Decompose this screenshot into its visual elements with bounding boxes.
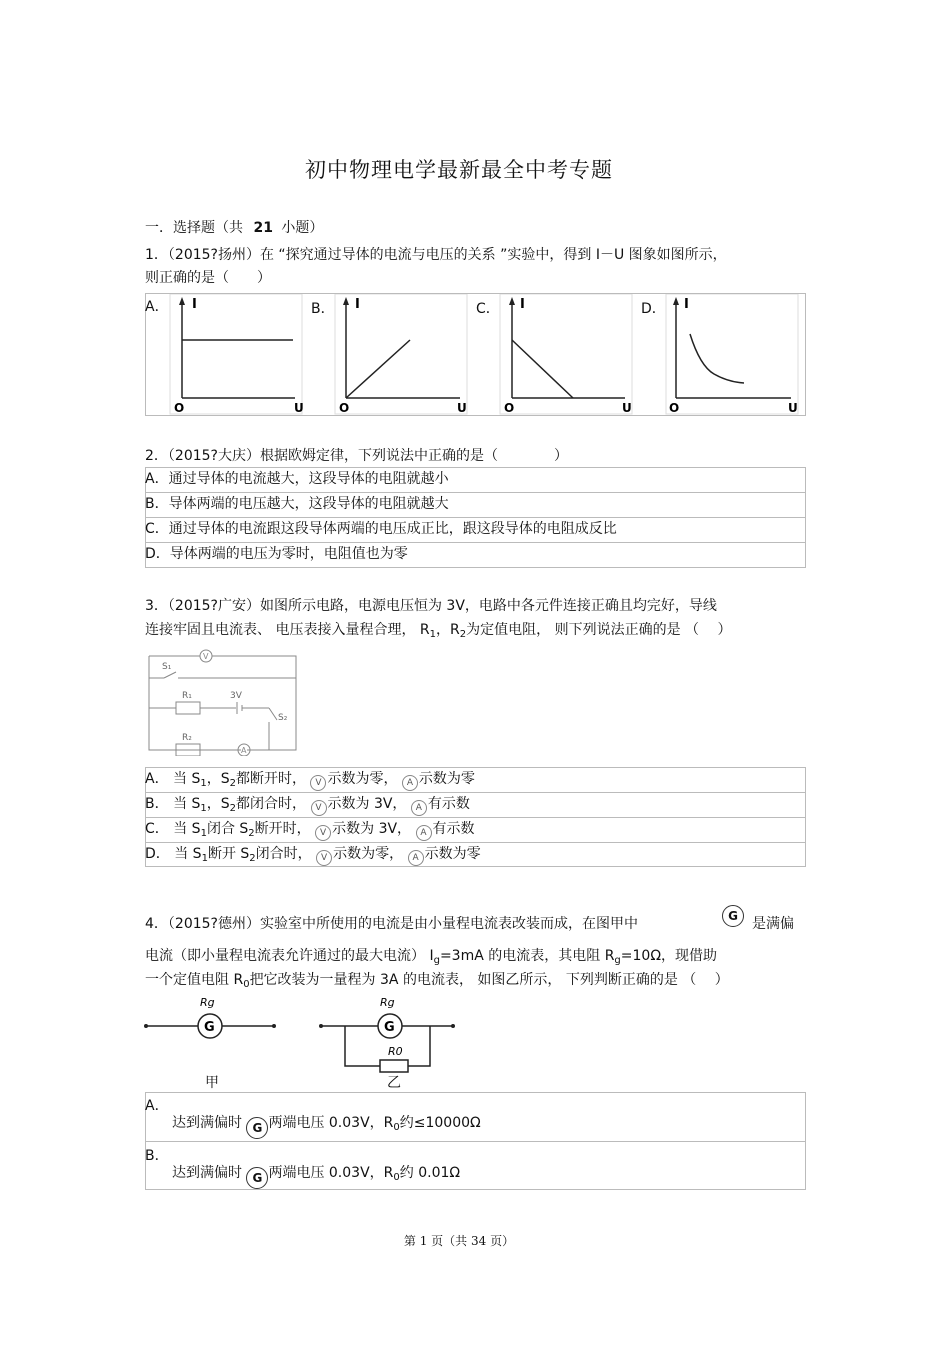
q1-graph-b — [333, 294, 469, 416]
q1-stem-line2: 则正确的是（ ） — [145, 270, 271, 286]
q3-option-d[interactable]: D． 当 $S_1$断开 $S_2$闭合时， V 示数为零， A 示数为零 — [145, 846, 481, 864]
q3-circuit-diagram — [144, 648, 304, 756]
q4-option-b-text[interactable]: 达到满偏时 G 两端电压 0.03V，$R_0$约 0.01Ω — [172, 1163, 460, 1189]
voltmeter-icon: V — [310, 775, 326, 791]
q4-figure-jia-label: 甲 — [205, 1075, 219, 1091]
axis-x-label: U — [788, 401, 798, 415]
axis-y-label: I — [192, 297, 197, 312]
axis-origin-label: O — [339, 401, 350, 415]
q2-stem: 2．（2015?大庆）根据欧姆定律，下列说法中正确的是（ ） — [145, 448, 568, 464]
svg-text:A: A — [241, 746, 247, 755]
svg-text:R0: R0 — [388, 1045, 403, 1058]
voltmeter-icon: V — [316, 850, 332, 866]
svg-text:R₂: R₂ — [182, 733, 192, 743]
q1-graph-c — [498, 294, 634, 416]
resistor-r0 — [380, 1060, 408, 1072]
svg-text:Rg: Rg — [200, 996, 215, 1009]
axis-origin-label: O — [174, 401, 185, 415]
q1-graph-d — [664, 294, 800, 416]
ammeter-icon: A — [408, 850, 424, 866]
axis-y-label: I — [684, 297, 689, 312]
ammeter-icon: A — [411, 800, 427, 816]
q3-stem-line1: 3．（2015?广安）如图所示电路，电源电压恒为 3V，电路中各元件连接正确且均完好，导线 — [145, 598, 717, 614]
q1-graph-a — [168, 294, 304, 416]
q4-figure-yi — [318, 992, 458, 1074]
axis-x-label: U — [622, 401, 632, 415]
q4-stem-line1: 4．（2015?德州）实验室中所使用的电流是由小量程电流表改装而成，在图甲中 — [145, 916, 638, 932]
q4-stem-line2: 电流（即小量程电流表允许通过的最大电流） $I_g=3mA$ 的电流表，其电阻 $R_g=10\Omega$，现借助 — [145, 948, 718, 966]
svg-text:R₁: R₁ — [182, 691, 192, 701]
q3-option-b[interactable]: B． 当 $S_1$，$S_2$都闭合时， V 示数为 3V， A 有示数 — [145, 796, 470, 814]
q1-stem-line1: 1．（2015?扬州）在 “探究通过导体的电流与电压的关系 ”实验中，得到 I－U 图象如图所示， — [145, 247, 727, 263]
galvanometer-icon: G — [722, 905, 744, 927]
axis-x-label: U — [294, 401, 304, 415]
q2-option-d[interactable]: D．导体两端的电压为零时，电阻值也为零 — [145, 546, 408, 562]
ammeter-icon: A — [416, 825, 432, 841]
svg-text:G: G — [204, 1020, 215, 1035]
svg-text:G: G — [384, 1020, 395, 1035]
q2-option-a[interactable]: A．通过导体的电流越大，这段导体的电阻就越小 — [145, 471, 449, 487]
q1-option-b-label[interactable]: B． — [311, 301, 335, 317]
galvanometer-icon: G — [246, 1117, 268, 1139]
axis-origin-label: O — [504, 401, 515, 415]
q3-stem-line2: 连接牢固且电流表、 电压表接入量程合理， $R_1$，$R_2$为定值电阻， 则下列说法正确的是 （ ） — [145, 622, 732, 640]
q4-stem-line3: 一个定值电阻 $R_0$把它改装为一量程为 3A 的电流表， 如图乙所示， 下列判断正确的是 （ ） — [145, 972, 729, 990]
svg-text:S₂: S₂ — [278, 713, 288, 723]
axis-origin-label: O — [669, 401, 680, 415]
q2-option-b[interactable]: B．导体两端的电压越大，这段导体的电阻就越大 — [145, 496, 449, 512]
section-count: 21 — [253, 220, 273, 236]
page-footer: 第 1 页（共 34 页） — [403, 1234, 515, 1248]
galvanometer-icon: G — [246, 1167, 268, 1189]
q3-option-a[interactable]: A． 当 $S_1$，$S_2$都断开时， V 示数为零， A 示数为零 — [145, 771, 475, 789]
q4-option-a-label[interactable]: A． — [145, 1098, 169, 1114]
svg-text:Rg: Rg — [380, 996, 395, 1009]
switch-s2 — [269, 708, 277, 720]
voltmeter-icon: V — [311, 800, 327, 816]
graph-d-curve — [690, 334, 744, 383]
graph-b-line — [346, 340, 410, 398]
resistor-r1 — [176, 702, 200, 714]
q4-stem-line1-end: 是满偏 — [752, 916, 794, 932]
section-suffix: 小题） — [281, 220, 324, 236]
graph-c-line — [512, 340, 573, 398]
voltmeter-icon: V — [315, 825, 331, 841]
q1-option-c-label[interactable]: C． — [476, 301, 500, 317]
q4-option-b-label[interactable]: B． — [145, 1148, 169, 1164]
svg-text:V: V — [203, 652, 209, 661]
section-heading — [145, 218, 323, 238]
q4-figure-yi-label: 乙 — [387, 1075, 401, 1091]
q4-galvanometer-inline — [722, 903, 744, 927]
q1-option-d-label[interactable]: D． — [641, 301, 666, 317]
axis-y-label: I — [520, 297, 525, 312]
svg-text:S₁: S₁ — [162, 662, 172, 672]
ammeter-icon: A — [402, 775, 418, 791]
q2-option-c[interactable]: C．通过导体的电流跟这段导体两端的电压成正比，跟这段导体的电阻成反比 — [145, 521, 617, 537]
axis-y-label: I — [355, 297, 360, 312]
q1-option-a-label[interactable]: A． — [145, 299, 169, 315]
section-prefix: 一．选择题（共 — [145, 220, 243, 236]
q4-option-a-text[interactable]: 达到满偏时 G 两端电压 0.03V，$R_0$约≤10000Ω — [172, 1113, 481, 1139]
svg-text:3V: 3V — [230, 691, 242, 701]
q3-option-c[interactable]: C． 当 $S_1$闭合 $S_2$断开时， V 示数为 3V， A 有示数 — [145, 821, 475, 839]
q4-figure-jia — [144, 992, 279, 1042]
page-title: 初中物理电学最新最全中考专题 — [305, 158, 613, 182]
switch-s1 — [164, 672, 176, 678]
axis-x-label: U — [457, 401, 467, 415]
